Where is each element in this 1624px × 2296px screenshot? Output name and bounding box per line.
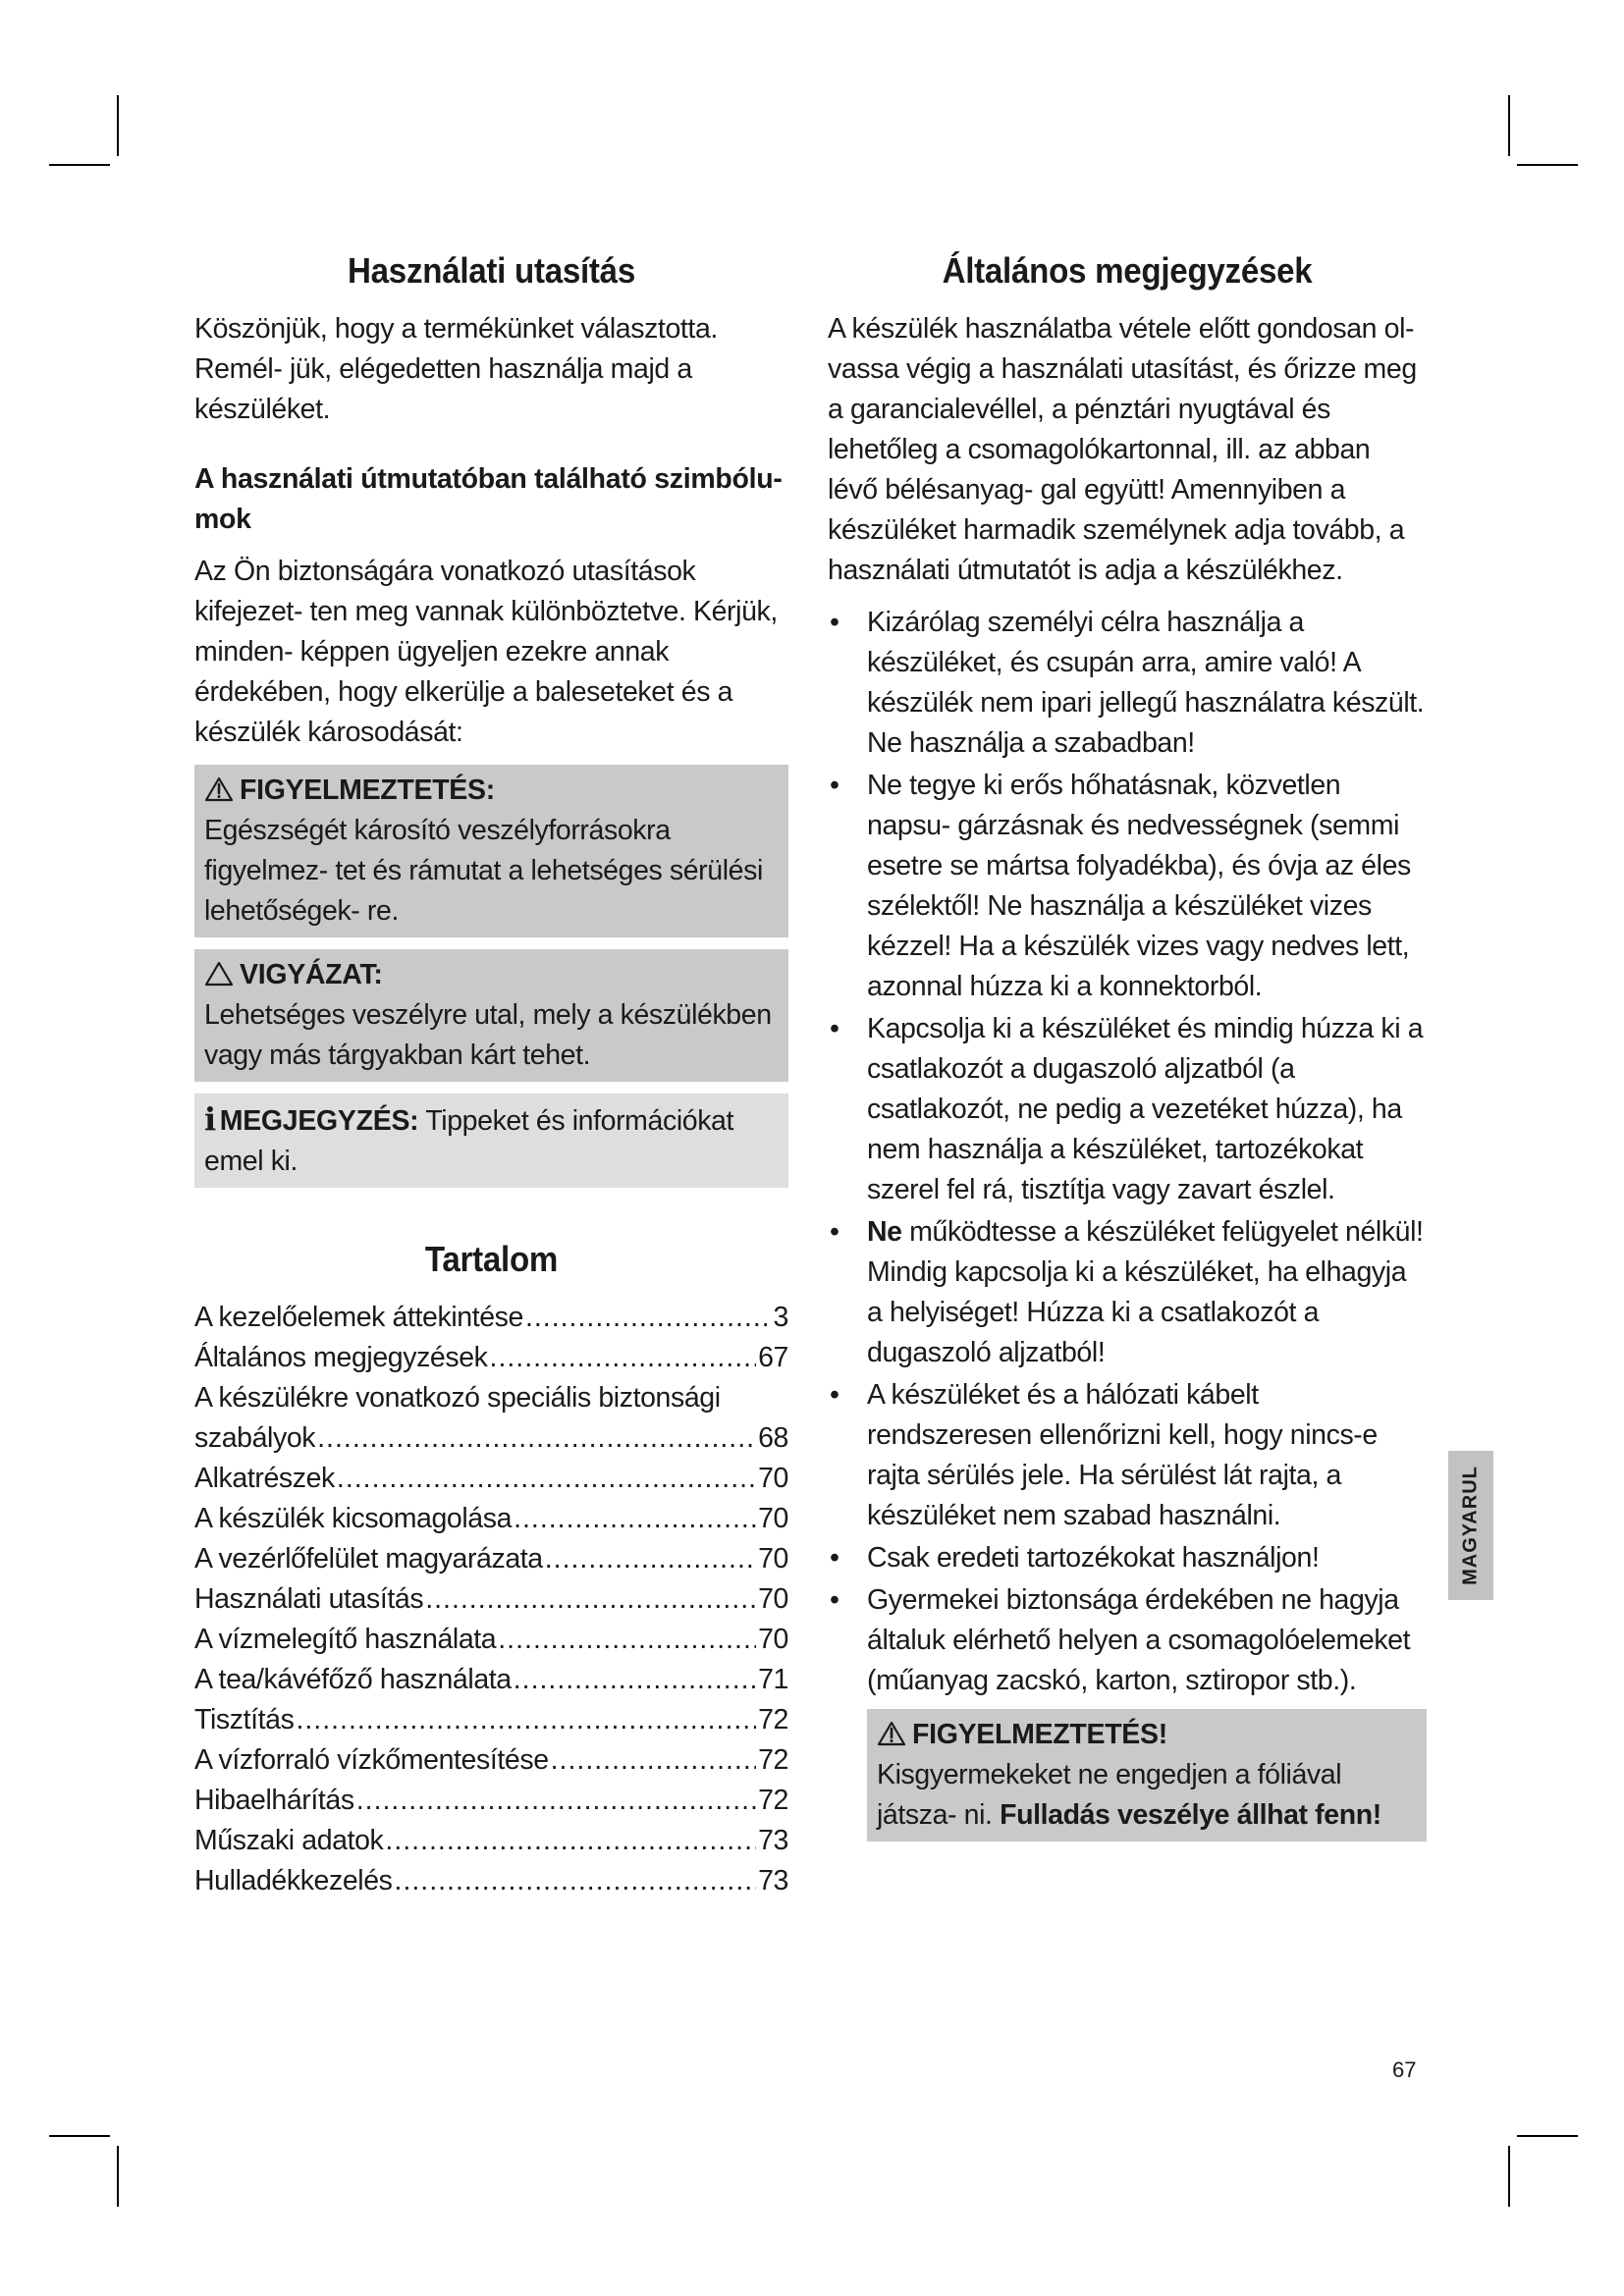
toc-leader-dots [385,1821,756,1861]
toc-entry-title: Alkatrészek [194,1463,335,1494]
bullet-marker: • [830,607,839,638]
toc-entry-title: Használati utasítás [194,1583,424,1615]
toc-entry-title: szabályok [194,1422,316,1454]
toc-entry-page: 70 [758,1463,788,1494]
list-item-text: működtesse a készüléket felügyelet nélkül! Mindig kapcsolja ki a készüléket, ha elhagyja a helyiséget! Húzza ki a csatlakozót a dugaszoló aljzatból! [867,1216,1424,1368]
child-warning-body: Kisgyermekeket ne engedjen a fóliával játsza- ni. [877,1759,1342,1831]
language-tab [1448,1451,1493,1600]
list-item [828,1212,1427,1373]
crop-mark [1517,164,1578,166]
warning-title [204,771,781,811]
toc-entry-page: 3 [773,1302,788,1333]
child-warning-title [877,1715,1419,1755]
crop-mark [117,95,119,156]
toc-entry-page: 72 [758,1704,788,1735]
symbols-heading: A használati útmutatóban található szimbólu- mok [194,463,783,535]
toc-leader-dots [395,1861,757,1901]
toc-entry-title: Tisztítás [194,1704,295,1735]
toc-entry-title: Hulladékkezelés [194,1865,393,1896]
toc-entry-page: 72 [758,1785,788,1816]
child-warning-emphasis: Fulladás veszélye állhat fenn! [1000,1799,1381,1831]
toc-leader-dots [551,1740,756,1781]
toc-entry [194,1620,788,1660]
list-item-text: Ne tegye ki erős hőhatásnak, közvetlen napsu- gárzásnak és nedvességnek (semmi esetre se mártsa folyadékba), és óvja az éles szélektől! Ne használja a készüléket vizes kézzel! Ha a készülék vizes vagy nedves lett, azonnal húzza ki a konnektorból. [867,770,1411,1002]
toc-entry-page: 71 [758,1664,788,1695]
warning-triangle-outline-icon [204,961,234,987]
right-column [828,250,1427,1842]
list-item-text: Kapcsolja ki a készüléket és mindig húzza ki a csatlakozót a dugaszoló aljzatból (a csatlakozót, ne pedig a vezetéket húzza), ha nem használja a készüléket, tartozékokat szerel fel rá, tisztítja vagy zavart észlel. [867,1013,1424,1205]
warning-triangle-exclamation-icon [204,776,234,802]
toc-entry [194,1579,788,1620]
toc-entry-page: 72 [758,1744,788,1776]
general-notes-title: Általános megjegyzések [942,250,1313,291]
toc-entry-title: Általános megjegyzések [194,1342,488,1373]
toc-entry-page: 68 [758,1422,788,1454]
toc-leader-dots [317,1418,756,1459]
toc-leader-dots [296,1700,756,1740]
list-item-text: Gyermekei biztonsága érdekében ne hagyja általuk elérhető helyen a csomagolóelemeket (műanyag zacskó, karton, sztiropor stb.). [867,1584,1411,1696]
toc-entry-page: 70 [758,1543,788,1575]
toc-title: Tartalom [424,1239,559,1279]
list-item [828,1538,1427,1578]
caution-title [204,955,781,995]
toc-entry-title: Hibaelhárítás [194,1785,354,1816]
toc-entry-title: A vezérlőfelület magyarázata [194,1543,543,1575]
child-warning-label: FIGYELMEZTETÉS! [912,1719,1167,1750]
language-tab-label: MAGYARUL [1459,1466,1482,1585]
list-item [828,603,1427,764]
crop-mark [49,164,110,166]
warning-label: FIGYELMEZTETÉS: [240,774,495,806]
bullet-marker: • [830,1013,839,1044]
toc-entry-page: 70 [758,1583,788,1615]
toc-entry [194,1459,788,1499]
caution-label: VIGYÁZAT: [240,959,383,990]
toc-entry-page: 73 [758,1825,788,1856]
toc-entry [194,1861,788,1901]
symbols-text: Az Ön biztonságára vonatkozó utasítások kifejezet- ten meg vannak különböztetve. Kérjük, minden- képpen ügyeljen ezekre annak érdekében, hogy elkerülje a baleseteket és a készülék károsodását: [194,556,778,748]
toc-entry-page: 73 [758,1865,788,1896]
list-item-text: A készüléket és a hálózati kábelt rendszeresen ellenőrizni kell, hogy nincs-e rajta sérülés jele. Ha sérülést lát rajta, a készüléket nem szabad használni. [867,1379,1378,1531]
toc-leader-dots [514,1499,756,1539]
bullet-marker: • [830,1584,839,1616]
list-item [828,1580,1427,1701]
toc-entry-title: A kezelőelemek áttekintése [194,1302,523,1333]
child-warning-text [877,1755,1419,1836]
toc-leader-dots [498,1620,756,1660]
child-warning-box [867,1709,1427,1842]
toc-entry [194,1298,788,1338]
toc-entry [194,1781,788,1821]
toc-entry-title: A vízforraló vízkőmentesítése [194,1744,549,1776]
toc-entry-title: A készülék kicsomagolása [194,1503,513,1534]
toc-leader-dots [514,1660,756,1700]
crop-mark [117,2146,119,2207]
toc-entry-title: A vízmelegítő használata [194,1624,497,1655]
list-item-text: Csak eredeti tartozékokat használjon! [867,1542,1320,1574]
warning-box [194,765,788,937]
instructions-title: Használati utasítás [348,250,635,291]
crop-mark [49,2135,110,2137]
toc-entry [194,1418,788,1459]
bullet-marker: • [830,1216,839,1248]
toc-entry-page: 67 [758,1342,788,1373]
toc-leader-dots [425,1579,756,1620]
crop-mark [1508,95,1510,156]
caution-box [194,949,788,1082]
toc-leader-dots [490,1338,757,1378]
toc-leader-dots [525,1298,772,1338]
left-column [194,250,788,1901]
toc-leader-dots [337,1459,756,1499]
list-item [828,766,1427,1007]
toc-entry: A készülékre vonatkozó speciális biztonsági [194,1382,721,1414]
toc-entry [194,1539,788,1579]
toc-entry-page: 70 [758,1503,788,1534]
note-text: Tippeket és információkat emel ki. [204,1105,734,1177]
bullet-marker: • [830,1542,839,1574]
toc-entry [194,1660,788,1700]
list-item [828,1375,1427,1536]
toc-entry [194,1499,788,1539]
toc-entry [194,1821,788,1861]
toc-entry-title: Műszaki adatok [194,1825,384,1856]
table-of-contents [194,1298,788,1901]
caution-text: Lehetséges veszélyre utal, mely a készülékben vagy más tárgyakban kárt tehet. [204,999,772,1071]
list-item-text: Kizárólag személyi célra használja a készüléket, és csupán arra, amire való! A készülék nem ipari jellegű használatra készült. Ne használja a szabadban! [867,607,1425,759]
crop-mark [1517,2135,1578,2137]
page-number: 67 [1392,2057,1417,2082]
note-box [194,1094,788,1188]
general-notes-intro: A készülék használatba vétele előtt gondosan ol- vassa végig a használati utasítást, és őrizze meg a garancialevéllel, a pénztári nyugtával és lehetőleg a csomagolókartonnal, ill. az abban lévő bélésanyag- gal együtt! Amennyiben a készüléket harmadik személynek adja tovább, a használati útmutatót is adja a készülékhez. [828,313,1417,586]
bullet-marker: • [830,770,839,801]
note-content [204,1099,781,1182]
toc-entry [194,1740,788,1781]
safety-bullet-list [828,603,1427,1701]
info-i-icon: i [204,1100,216,1138]
intro-text: Köszönjük, hogy a termékünket választotta. Remél- jük, elégedetten használja majd a készüléket. [194,313,718,425]
toc-entry-title: A tea/kávéfőző használata [194,1664,512,1695]
warning-triangle-exclamation-icon [877,1721,906,1746]
note-label: MEGJEGYZÉS: [219,1105,419,1137]
warning-text: Egészségét károsító veszélyforrásokra figyelmez- tet és rámutat a lehetséges sérülési lehetőségek- re. [204,815,763,927]
crop-mark [1508,2146,1510,2207]
toc-leader-dots [356,1781,756,1821]
list-item [828,1009,1427,1210]
bullet-marker: • [830,1379,839,1411]
toc-leader-dots [545,1539,756,1579]
toc-entry [194,1700,788,1740]
toc-entry [194,1338,788,1378]
list-item-emphasis: Ne [867,1216,902,1248]
toc-entry-page: 70 [758,1624,788,1655]
